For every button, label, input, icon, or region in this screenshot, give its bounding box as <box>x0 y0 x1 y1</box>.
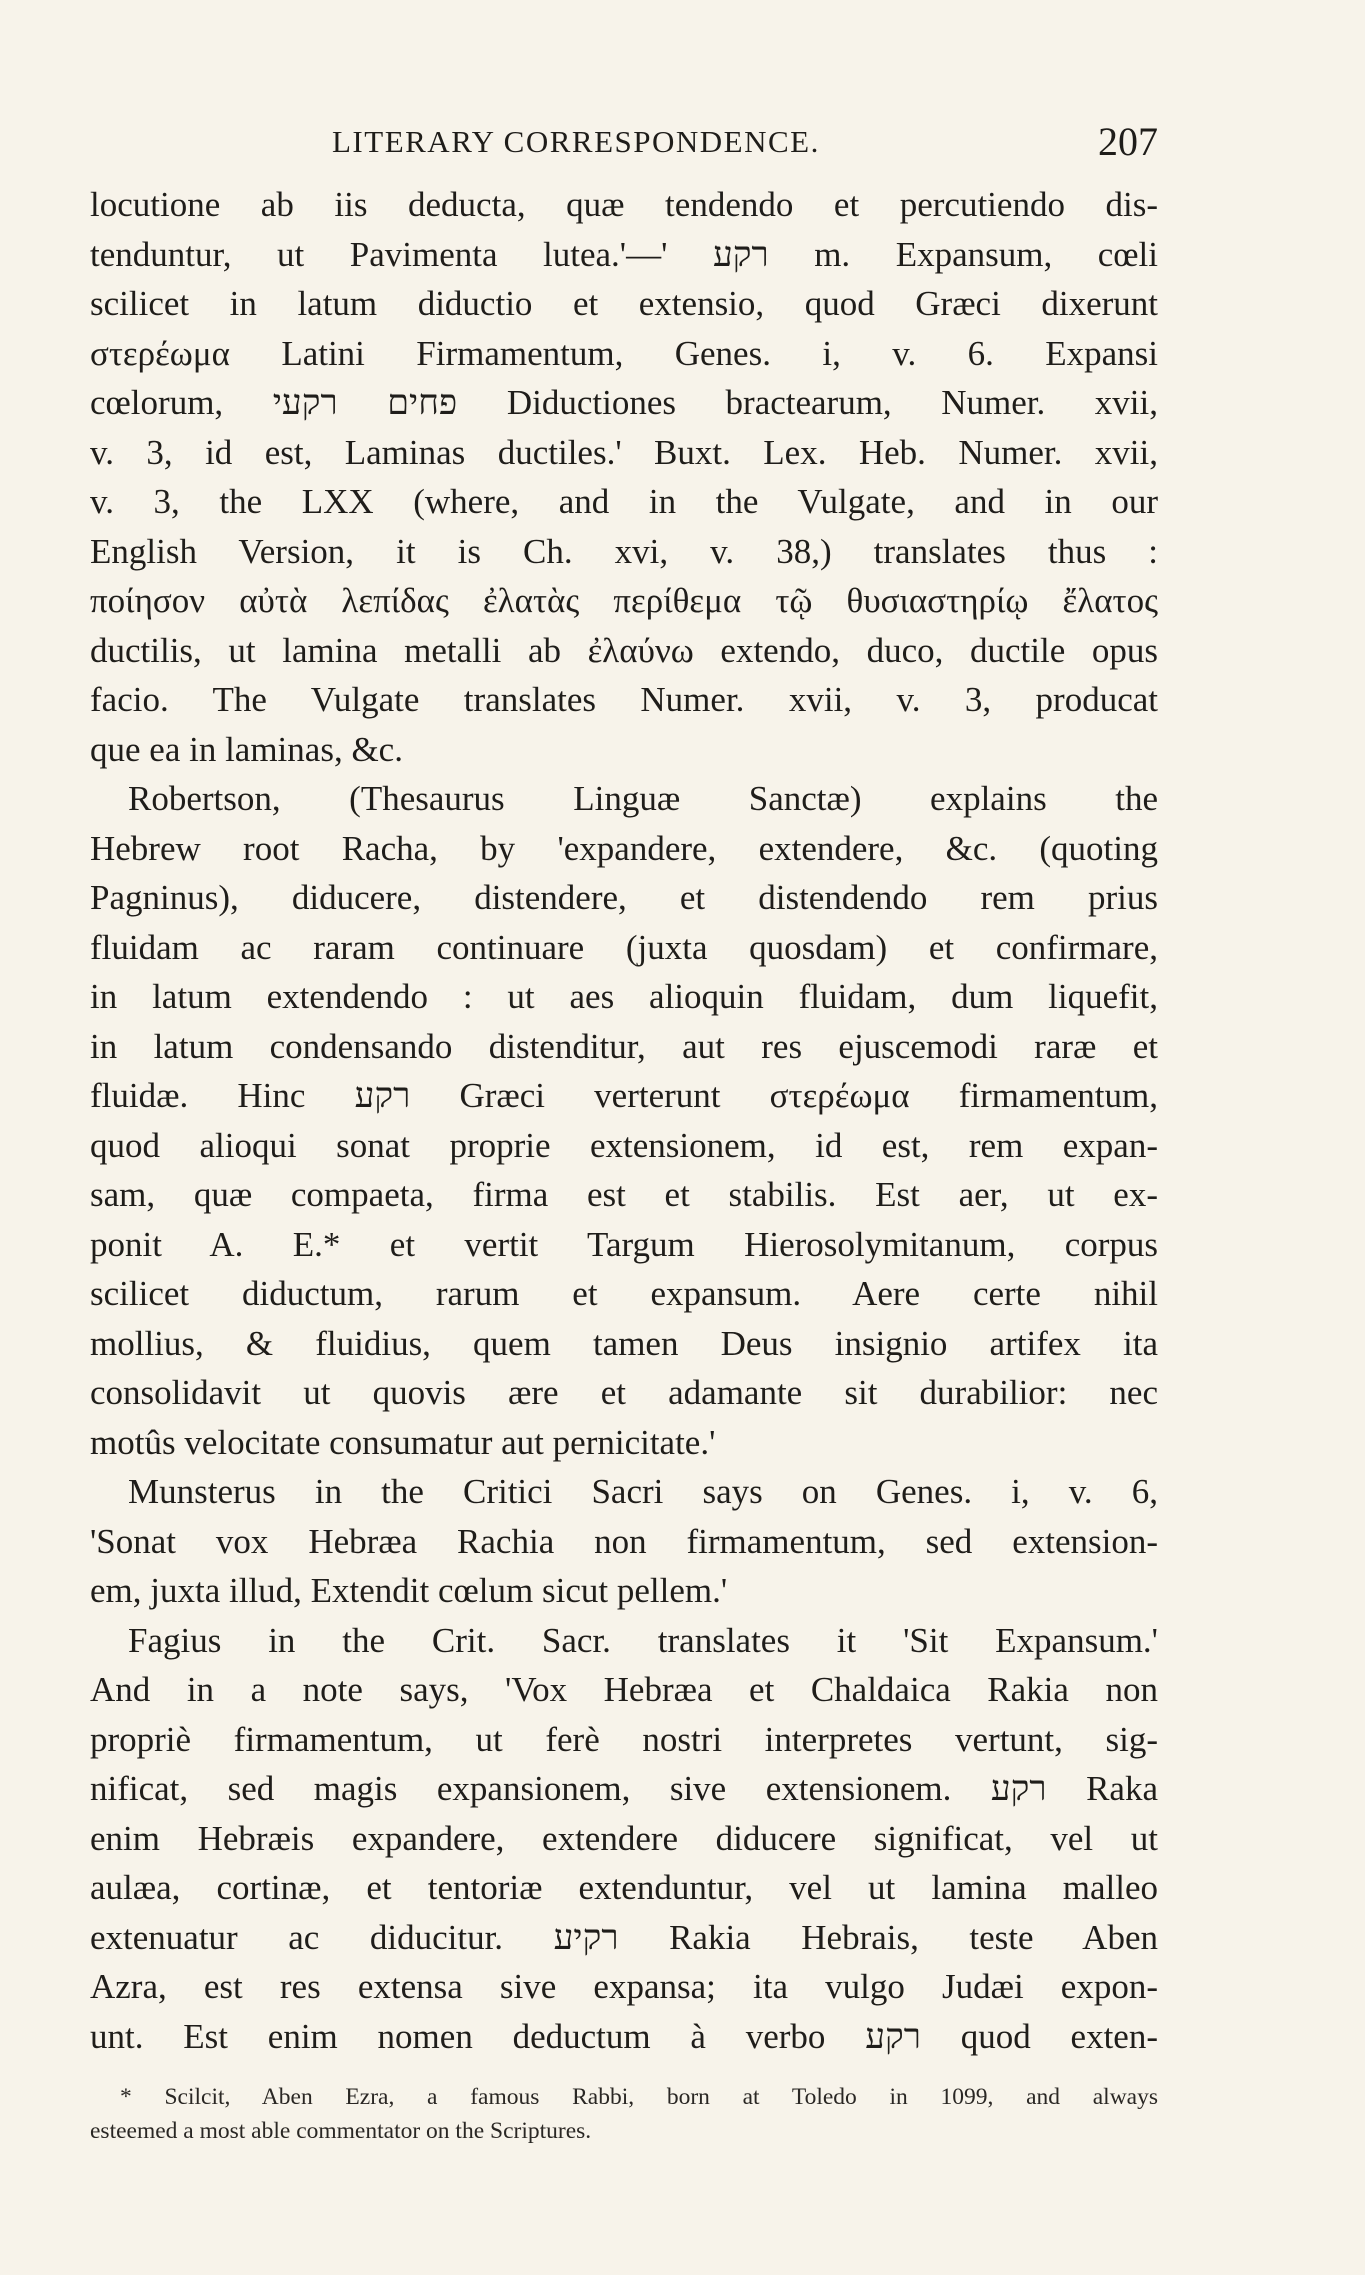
text-line: unt. Est enim nomen deductum à verbo רקע quod exten- <box>90 2016 1158 2056</box>
footnote-line: esteemed a most able commentator on the Scriptures. <box>90 2118 592 2144</box>
text-line: ponit A. E.* et vertit Targum Hierosolymitanum, corpus <box>90 1224 1158 1264</box>
page-number: 207 <box>1098 119 1158 164</box>
text-line: ποίησον αὐτὰ λεπίδας ἐλατὰς περίθεμα τῷ θυσιαστηρίῳ ἔλατος <box>90 581 1158 620</box>
footnote-line: * Scilcit, Aben Ezra, a famous Rabbi, born at Toledo in 1099, and always <box>120 2084 1158 2110</box>
text-line: locutione ab iis deducta, quæ tendendo et percutiendo dis- <box>90 185 1158 224</box>
text-line: cœlorum, פחים רקעי Diductiones bractearum, Numer. xvii, <box>90 383 1158 422</box>
text-line: v. 3, id est, Laminas ductiles.' Buxt. Lex. Heb. Numer. xvii, <box>90 432 1158 472</box>
text-line: quod alioqui sonat proprie extensionem, id est, rem expan- <box>90 1125 1158 1165</box>
text-line: fluidæ. Hinc רקע Græci verterunt στερέωμα firmamentum, <box>90 1076 1158 1115</box>
body-text <box>90 180 1158 2061</box>
text-line: English Version, it is Ch. xvi, v. 38,) translates thus : <box>90 531 1158 571</box>
text-line: scilicet diductum, rarum et expansum. Aere certe nihil <box>90 1274 1158 1313</box>
text-line: scilicet in latum diductio et extensio, quod Græci dixerunt <box>90 284 1158 323</box>
text-line: στερέωμα Latini Firmamentum, Genes. i, v. 6. Expansi <box>90 333 1158 373</box>
text-line: in latum condensando distenditur, aut res ejuscemodi raræ et <box>90 1026 1158 1066</box>
text-line: Pagninus), diducere, distendere, et distendendo rem prius <box>90 878 1158 917</box>
text-line: ductilis, ut lamina metalli ab ἐλαύνω extendo, duco, ductile opus <box>90 630 1158 670</box>
text-line: Robertson, (Thesaurus Linguæ Sanctæ) explains the <box>128 779 1158 818</box>
text-line: aulæa, cortinæ, et tentoriæ extenduntur, vel ut lamina malleo <box>90 1868 1158 1907</box>
text-line: nificat, sed magis expansionem, sive extensionem. רקע Raka <box>90 1769 1158 1808</box>
page-header <box>90 118 1158 168</box>
text-line: Azra, est res extensa sive expansa; ita vulgo Judæi expon- <box>90 1967 1158 2006</box>
text-line: extenuatur ac diducitur. רקיע Rakia Hebrais, teste Aben <box>90 1917 1158 1957</box>
text-line: sam, quæ compaeta, firma est et stabilis. Est aer, ut ex- <box>90 1175 1158 1214</box>
footnote <box>90 2080 1158 2148</box>
text-line: que ea in laminas, &c. <box>90 729 403 769</box>
text-line: Munsterus in the Critici Sacri says on Genes. i, v. 6, <box>128 1472 1158 1511</box>
text-line: em, juxta illud, Extendit cœlum sicut pellem.' <box>90 1571 728 1610</box>
text-line: mollius, & fluidius, quem tamen Deus insignio artifex ita <box>90 1323 1158 1363</box>
text-line: Fagius in the Crit. Sacr. translates it 'Sit Expansum.' <box>128 1620 1158 1660</box>
text-line: enim Hebræis expandere, extendere diducere significat, vel ut <box>90 1818 1158 1858</box>
text-line: v. 3, the LXX (where, and in the Vulgate, and in our <box>90 482 1158 521</box>
text-line: Hebrew root Racha, by 'expandere, extendere, &c. (quoting <box>90 828 1158 868</box>
text-line: facio. The Vulgate translates Numer. xvii, v. 3, producat <box>90 680 1158 719</box>
text-line: in latum extendendo : ut aes alioquin fluidam, dum liquefit, <box>90 977 1158 1016</box>
text-line: 'Sonat vox Hebræa Rachia non firmamentum, sed extension- <box>90 1521 1158 1561</box>
running-title: LITERARY CORRESPONDENCE. <box>332 124 820 159</box>
text-line: propriè firmamentum, ut ferè nostri interpretes vertunt, sig- <box>90 1719 1158 1759</box>
text-line: tenduntur, ut Pavimenta lutea.'—' רקע m. Expansum, cœli <box>90 234 1158 274</box>
text-line: fluidam ac raram continuare (juxta quosdam) et confirmare, <box>90 927 1158 967</box>
text-line: And in a note says, 'Vox Hebræa et Chaldaica Rakia non <box>90 1670 1158 1709</box>
text-line: motûs velocitate consumatur aut pernicitate.' <box>90 1422 716 1462</box>
text-line: consolidavit ut quovis ære et adamante sit durabilior: nec <box>90 1373 1158 1412</box>
